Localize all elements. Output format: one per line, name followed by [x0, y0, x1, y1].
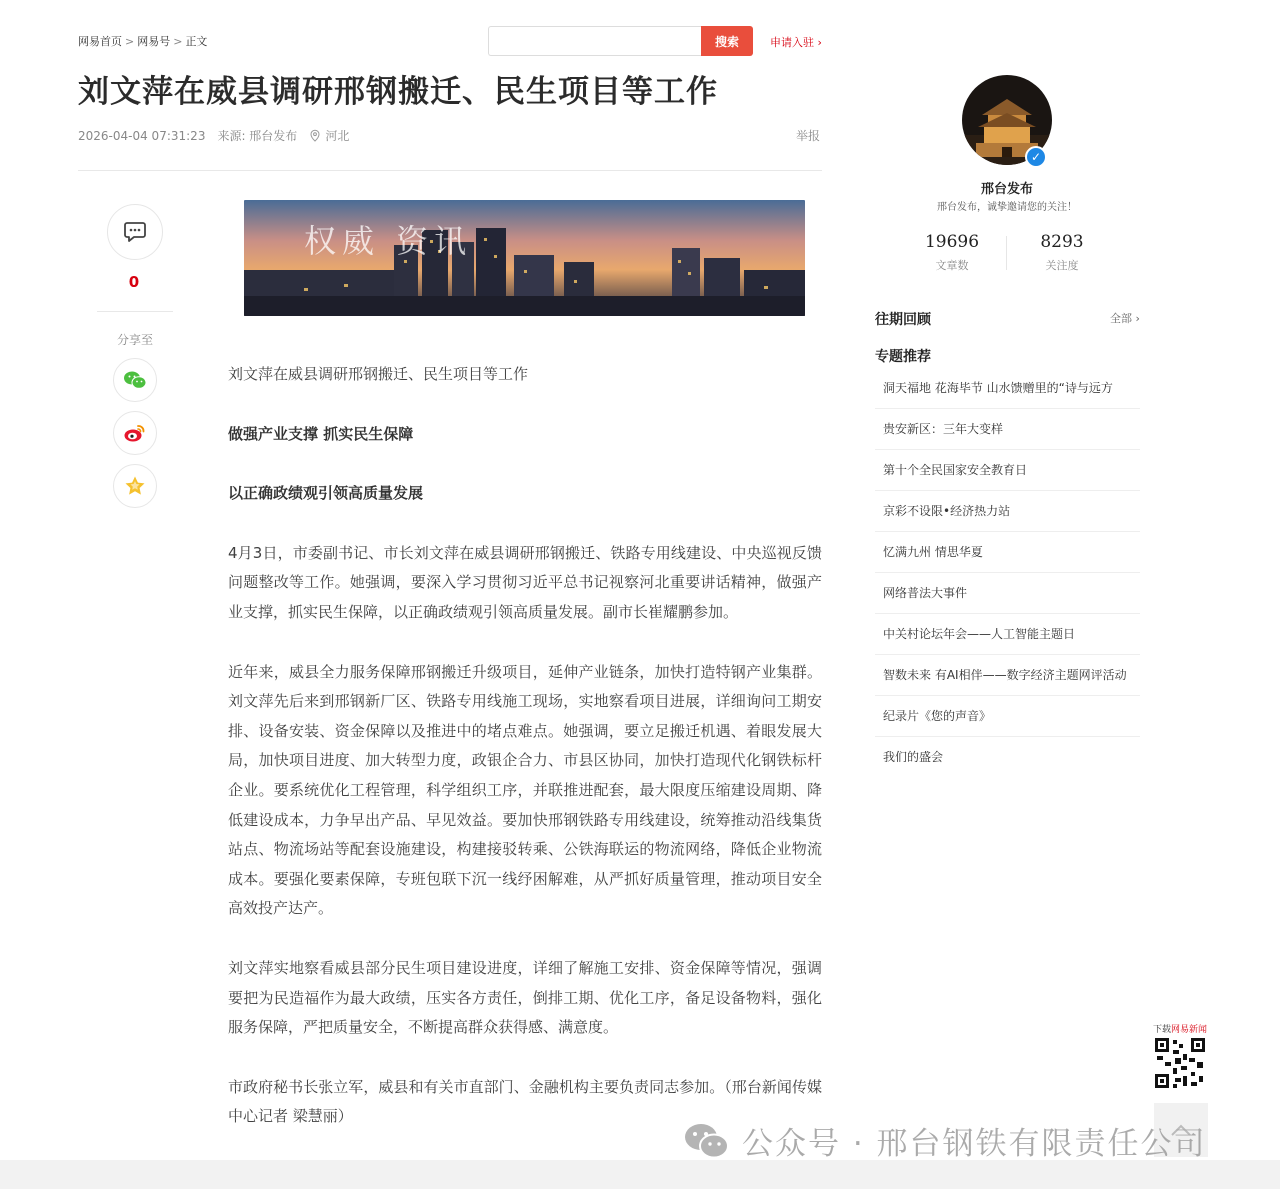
location-pin-icon [309, 129, 321, 142]
topic-item[interactable]: 我们的盛会 [883, 750, 944, 764]
topics-section-title: 专题推荐 [875, 349, 931, 365]
article-location [309, 127, 361, 144]
article-source[interactable]: 来源: 邢台发布 [217, 129, 298, 143]
topic-item[interactable]: 中关村论坛年会——人工智能主题日 [875, 614, 1140, 655]
article-paragraph: 刘文萍实地察看威县部分民生项目建设进度，详细了解施工安排、资金保障等情况，强调要把为民造福作为最大政绩，压实各方责任，倒排工期、优化工序，备足设备物料，强化服务保障，严把质量安全，不断提高群众获得感、满意度。 [228, 958, 822, 1037]
publish-datetime: 2026-04-04 07:31:23 [78, 128, 206, 143]
comment-icon [123, 221, 147, 243]
breadcrumb [78, 33, 207, 49]
location-label: 河北 [325, 129, 350, 143]
watermark-text: 公众号 · 邢台钢铁有限责任公司 [742, 1126, 1207, 1162]
topic-item[interactable]: 智数未来 有AI相伴——数字经济主题网评活动 [875, 655, 1140, 696]
review-section-title: 往期回顾 [875, 312, 931, 328]
author-description: 邢台发布，诚挚邀请您的关注！ [937, 202, 1077, 213]
article-paragraph: 刘文萍在威县调研邢钢搬迁、民生项目等工作 [228, 365, 529, 383]
chevron-right-icon: › [1135, 312, 1140, 325]
weibo-icon [123, 423, 147, 443]
search-button[interactable]: 搜索 [701, 26, 753, 56]
topic-item[interactable]: 京彩不设限•经济热力站 [875, 491, 1140, 532]
verified-badge-icon: ✓ [1025, 146, 1047, 168]
author-name[interactable]: 邢台发布 [980, 182, 1033, 197]
wechat-icon [682, 1121, 732, 1161]
apply-label: 申请入驻 [770, 36, 814, 49]
comment-count: 0 [128, 273, 140, 291]
breadcrumb-separator: > [125, 35, 135, 48]
topic-item[interactable]: 网络普法大事件 [875, 573, 1140, 614]
favorite-button[interactable] [113, 464, 157, 508]
topic-item[interactable]: 忆满九州 情思华夏 [875, 532, 1140, 573]
article-banner-image [244, 200, 805, 316]
share-label: 分享至 [116, 333, 153, 347]
article-subheading: 做强产业支撑 抓实民生保障 [228, 424, 414, 443]
page-title: 刘文萍在威县调研邢钢搬迁、民生项目等工作 [78, 74, 718, 110]
view-all-label: 全部 [1110, 312, 1132, 325]
followers-label: 关注度 [1045, 259, 1079, 272]
breadcrumb-home[interactable]: 网易首页 [78, 35, 122, 48]
divider [78, 170, 822, 171]
breadcrumb-channel[interactable]: 网易号 [137, 35, 171, 48]
article-paragraph: 4月3日，市委副书记、市长刘文萍在威县调研邢钢搬迁、铁路专用线建设、中央巡视反馈问题整改等工作。她强调，要深入学习贯彻习近平总书记视察河北重要讲话精神，做强产业支撑，抓实民生保障，以正确政绩观引领高质量发展。副市长崔耀鹏参加。 [228, 543, 822, 621]
qr-prefix: 下载 [1153, 1025, 1172, 1035]
chevron-right-icon: › [817, 36, 822, 49]
apply-link[interactable] [770, 34, 822, 50]
view-all-link[interactable] [1110, 310, 1140, 326]
article-body [228, 360, 822, 1162]
topic-item[interactable]: 贵安新区：三年大变样 [875, 409, 1140, 450]
articles-count: 19696 [924, 232, 980, 252]
topic-list [875, 368, 1140, 777]
qr-caption [1153, 1022, 1207, 1035]
bottom-bar [0, 1160, 1280, 1189]
share-wechat-button[interactable] [113, 358, 157, 402]
qr-code-icon[interactable] [1153, 1036, 1207, 1090]
breadcrumb-current: 正文 [185, 35, 208, 48]
star-icon [124, 475, 146, 497]
share-weibo-button[interactable] [113, 411, 157, 455]
divider [1006, 236, 1007, 270]
qr-brand: 网易新闻 [1171, 1025, 1208, 1035]
followers-count: 8293 [1040, 232, 1084, 252]
banner-text: 权威 资讯 [304, 222, 473, 260]
topic-item[interactable]: 纪录片《您的声音》 [875, 696, 1140, 737]
article-paragraph: 市政府秘书长张立军，威县和有关市直部门、金融机构主要负责同志参加。（邢台新闻传媒中心记者 梁慧丽） [228, 1077, 822, 1126]
report-link[interactable]: 举报 [796, 129, 821, 143]
watermark [682, 1118, 1207, 1163]
topic-item[interactable]: 第十个全民国家安全教育日 [875, 450, 1140, 491]
search-input[interactable] [488, 26, 701, 56]
comment-button[interactable] [107, 204, 163, 260]
topic-item[interactable]: 洞天福地 花海毕节 山水馈赠里的“诗与远方 [875, 368, 1140, 409]
article-subheading: 以正确政绩观引领高质量发展 [228, 484, 424, 503]
article-meta [78, 127, 373, 144]
breadcrumb-separator: > [173, 35, 183, 48]
articles-label: 文章数 [935, 259, 969, 272]
wechat-icon [123, 370, 147, 390]
article-paragraph: 近年来，威县全力服务保障邢钢搬迁升级项目，延伸产业链条，加快打造特钢产业集群。刘文萍先后来到邢钢新厂区、铁路专用线施工现场，实地察看项目进展，详细询问工期安排、设备安装、资金保障以及推进中的堵点难点。她强调，要立足搬迁机遇、着眼发展大局，加快项目进度、加大转型力度，政银企合力、市县区协同，加快打造现代化钢铁标杆企业。要系统优化工程管理，科学组织工序，并联推进配套，最大限度压缩建设周期、降低建设成本，力争早出产品、早见效益。要加快邢钢铁路专用线建设，统筹推动沿线集货站点、物流场站等配套设施建设，构建接驳转乘、公铁海联运的物流网络，降低企业物流成本。要强化要素保障，专班包联下沉一线纾困解难，从严抓好质量管理，推动项目安全高效投产达产。 [228, 662, 822, 918]
divider [97, 311, 173, 312]
